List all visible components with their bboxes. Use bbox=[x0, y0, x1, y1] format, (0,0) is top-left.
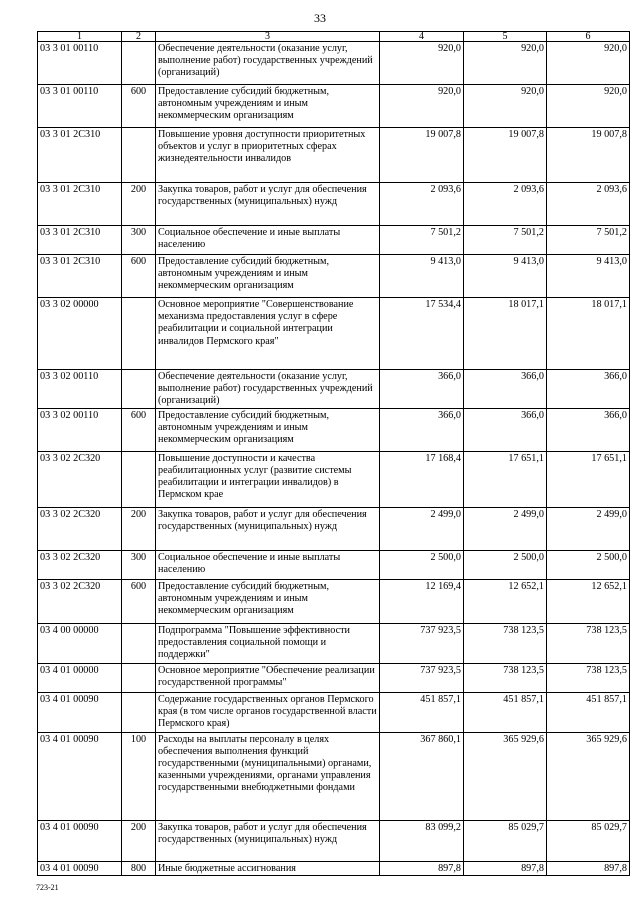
row-value-col4: 17 534,4 bbox=[380, 298, 464, 370]
row-code-cell: 03 3 02 00110 bbox=[38, 370, 122, 409]
row-code-cell: 03 4 01 00000 bbox=[38, 663, 122, 692]
row-value-col6: 738 123,5 bbox=[547, 623, 630, 663]
row-value-col6: 19 007,8 bbox=[547, 128, 630, 183]
row-name-cell: Предоставление субсидий бюджетным, автономным учреждениям и иным некоммерческим организациям bbox=[156, 85, 380, 128]
row-value-col4: 83 099,2 bbox=[380, 820, 464, 861]
row-name-cell: Расходы на выплаты персоналу в целях обеспечения выполнения функций государственными (муниципальными) органами, казенными учреждениями, органами управления государственными внебюджетными фондами bbox=[156, 732, 380, 820]
row-value-col5: 920,0 bbox=[464, 42, 547, 85]
row-value-col5: 19 007,8 bbox=[464, 128, 547, 183]
row-type-cell: 600 bbox=[122, 579, 156, 623]
table-row bbox=[38, 861, 630, 875]
row-value-col5: 9 413,0 bbox=[464, 255, 547, 298]
table-row bbox=[38, 451, 630, 507]
row-value-col4: 897,8 bbox=[380, 861, 464, 875]
row-type-cell bbox=[122, 692, 156, 732]
row-value-col5: 85 029,7 bbox=[464, 820, 547, 861]
row-value-col4: 7 501,2 bbox=[380, 226, 464, 255]
page-number: 33 bbox=[314, 11, 326, 25]
row-code-cell: 03 3 02 2C320 bbox=[38, 550, 122, 579]
row-value-col5: 451 857,1 bbox=[464, 692, 547, 732]
row-name-cell: Подпрограмма "Повышение эффективности предоставления социальной помощи и поддержки" bbox=[156, 623, 380, 663]
row-value-col4: 17 168,4 bbox=[380, 451, 464, 507]
table-row bbox=[38, 298, 630, 370]
table-row bbox=[38, 820, 630, 861]
table-row bbox=[38, 579, 630, 623]
row-code-cell: 03 3 02 2C320 bbox=[38, 507, 122, 550]
row-name-cell: Предоставление субсидий бюджетным, автономным учреждениям и иным некоммерческим организациям bbox=[156, 255, 380, 298]
row-type-cell: 200 bbox=[122, 820, 156, 861]
row-type-cell bbox=[122, 128, 156, 183]
row-name-cell: Обеспечение деятельности (оказание услуг, выполнение работ) государственных учреждений (организаций) bbox=[156, 42, 380, 85]
row-type-cell: 200 bbox=[122, 183, 156, 226]
row-value-col4: 366,0 bbox=[380, 408, 464, 451]
table-row bbox=[38, 85, 630, 128]
row-code-cell: 03 3 01 2C310 bbox=[38, 226, 122, 255]
row-value-col4: 920,0 bbox=[380, 42, 464, 85]
row-value-col6: 17 651,1 bbox=[547, 451, 630, 507]
header-cell: 1 bbox=[38, 32, 122, 42]
row-value-col4: 9 413,0 bbox=[380, 255, 464, 298]
row-type-cell: 200 bbox=[122, 507, 156, 550]
table-row bbox=[38, 550, 630, 579]
row-type-cell: 800 bbox=[122, 861, 156, 875]
row-value-col5: 366,0 bbox=[464, 408, 547, 451]
row-value-col5: 920,0 bbox=[464, 85, 547, 128]
row-code-cell: 03 3 01 00110 bbox=[38, 85, 122, 128]
header-cell: 2 bbox=[122, 32, 156, 42]
row-value-col5: 366,0 bbox=[464, 370, 547, 409]
row-type-cell bbox=[122, 298, 156, 370]
row-name-cell: Социальное обеспечение и иные выплаты населению bbox=[156, 550, 380, 579]
row-type-cell: 300 bbox=[122, 550, 156, 579]
row-value-col6: 2 093,6 bbox=[547, 183, 630, 226]
row-value-col6: 18 017,1 bbox=[547, 298, 630, 370]
header-cell: 5 bbox=[464, 32, 547, 42]
row-value-col6: 920,0 bbox=[547, 42, 630, 85]
table-row bbox=[38, 226, 630, 255]
row-value-col4: 367 860,1 bbox=[380, 732, 464, 820]
row-code-cell: 03 3 02 2C320 bbox=[38, 579, 122, 623]
header-cell: 6 bbox=[547, 32, 630, 42]
row-type-cell: 600 bbox=[122, 255, 156, 298]
row-value-col6: 2 500,0 bbox=[547, 550, 630, 579]
row-name-cell: Повышение уровня доступности приоритетных объектов и услуг в приоритетных сферах жизнедеятельности инвалидов bbox=[156, 128, 380, 183]
row-value-col5: 738 123,5 bbox=[464, 623, 547, 663]
row-value-col5: 738 123,5 bbox=[464, 663, 547, 692]
table-row bbox=[38, 255, 630, 298]
row-value-col6: 2 499,0 bbox=[547, 507, 630, 550]
row-name-cell: Закупка товаров, работ и услуг для обеспечения государственных (муниципальных) нужд bbox=[156, 183, 380, 226]
row-code-cell: 03 4 01 00090 bbox=[38, 820, 122, 861]
row-value-col5: 7 501,2 bbox=[464, 226, 547, 255]
table-row bbox=[38, 370, 630, 409]
row-type-cell: 600 bbox=[122, 85, 156, 128]
table-row bbox=[38, 128, 630, 183]
row-code-cell: 03 3 02 00000 bbox=[38, 298, 122, 370]
row-value-col5: 18 017,1 bbox=[464, 298, 547, 370]
row-value-col4: 2 500,0 bbox=[380, 550, 464, 579]
footer-code: 723-21 bbox=[36, 883, 59, 892]
row-name-cell: Социальное обеспечение и иные выплаты населению bbox=[156, 226, 380, 255]
row-value-col4: 12 169,4 bbox=[380, 579, 464, 623]
row-name-cell: Основное мероприятие "Совершенствование механизма предоставления услуг в сфере реабилитации и социальной интеграции инвалидов Пермского края" bbox=[156, 298, 380, 370]
row-type-cell: 600 bbox=[122, 408, 156, 451]
table-row bbox=[38, 732, 630, 820]
row-name-cell: Предоставление субсидий бюджетным, автономным учреждениям и иным некоммерческим организациям bbox=[156, 408, 380, 451]
row-type-cell: 300 bbox=[122, 226, 156, 255]
row-value-col6: 897,8 bbox=[547, 861, 630, 875]
row-value-col6: 738 123,5 bbox=[547, 663, 630, 692]
row-value-col5: 2 093,6 bbox=[464, 183, 547, 226]
row-value-col4: 2 499,0 bbox=[380, 507, 464, 550]
row-type-cell bbox=[122, 370, 156, 409]
row-value-col4: 451 857,1 bbox=[380, 692, 464, 732]
row-type-cell: 100 bbox=[122, 732, 156, 820]
row-name-cell: Обеспечение деятельности (оказание услуг, выполнение работ) государственных учреждений (организаций) bbox=[156, 370, 380, 409]
row-code-cell: 03 4 01 00090 bbox=[38, 692, 122, 732]
row-code-cell: 03 4 01 00090 bbox=[38, 732, 122, 820]
row-value-col5: 17 651,1 bbox=[464, 451, 547, 507]
row-value-col6: 9 413,0 bbox=[547, 255, 630, 298]
row-type-cell bbox=[122, 663, 156, 692]
row-value-col4: 19 007,8 bbox=[380, 128, 464, 183]
table-row bbox=[38, 183, 630, 226]
table-row bbox=[38, 42, 630, 85]
row-value-col6: 366,0 bbox=[547, 370, 630, 409]
row-type-cell bbox=[122, 451, 156, 507]
row-name-cell: Повышение доступности и качества реабилитационных услуг (развитие системы реабилитации и интеграции инвалидов) в Пермском крае bbox=[156, 451, 380, 507]
row-type-cell bbox=[122, 623, 156, 663]
row-value-col5: 12 652,1 bbox=[464, 579, 547, 623]
row-value-col4: 737 923,5 bbox=[380, 663, 464, 692]
row-name-cell: Основное мероприятие "Обеспечение реализации государственной программы" bbox=[156, 663, 380, 692]
row-name-cell: Закупка товаров, работ и услуг для обеспечения государственных (муниципальных) нужд bbox=[156, 820, 380, 861]
row-value-col6: 366,0 bbox=[547, 408, 630, 451]
row-value-col4: 2 093,6 bbox=[380, 183, 464, 226]
row-code-cell: 03 3 01 2C310 bbox=[38, 255, 122, 298]
header-cell: 4 bbox=[380, 32, 464, 42]
row-value-col6: 365 929,6 bbox=[547, 732, 630, 820]
table-header-row bbox=[38, 32, 630, 42]
table-row bbox=[38, 623, 630, 663]
row-name-cell: Предоставление субсидий бюджетным, автономным учреждениям и иным некоммерческим организациям bbox=[156, 579, 380, 623]
row-value-col6: 12 652,1 bbox=[547, 579, 630, 623]
row-code-cell: 03 3 02 00110 bbox=[38, 408, 122, 451]
row-name-cell: Иные бюджетные ассигнования bbox=[156, 861, 380, 875]
budget-table bbox=[37, 31, 630, 876]
table-row bbox=[38, 408, 630, 451]
row-code-cell: 03 4 01 00090 bbox=[38, 861, 122, 875]
table-row bbox=[38, 663, 630, 692]
row-code-cell: 03 3 01 2C310 bbox=[38, 183, 122, 226]
row-value-col6: 451 857,1 bbox=[547, 692, 630, 732]
table-row bbox=[38, 692, 630, 732]
row-name-cell: Закупка товаров, работ и услуг для обеспечения государственных (муниципальных) нужд bbox=[156, 507, 380, 550]
row-value-col5: 2 500,0 bbox=[464, 550, 547, 579]
row-code-cell: 03 4 00 00000 bbox=[38, 623, 122, 663]
row-value-col5: 2 499,0 bbox=[464, 507, 547, 550]
header-cell: 3 bbox=[156, 32, 380, 42]
row-value-col4: 366,0 bbox=[380, 370, 464, 409]
row-value-col6: 7 501,2 bbox=[547, 226, 630, 255]
row-value-col4: 737 923,5 bbox=[380, 623, 464, 663]
table-row bbox=[38, 507, 630, 550]
row-value-col4: 920,0 bbox=[380, 85, 464, 128]
row-code-cell: 03 3 01 2C310 bbox=[38, 128, 122, 183]
row-value-col6: 85 029,7 bbox=[547, 820, 630, 861]
row-name-cell: Содержание государственных органов Пермского края (в том числе органов государственной власти Пермского края) bbox=[156, 692, 380, 732]
row-value-col5: 897,8 bbox=[464, 861, 547, 875]
row-code-cell: 03 3 01 00110 bbox=[38, 42, 122, 85]
row-code-cell: 03 3 02 2C320 bbox=[38, 451, 122, 507]
row-value-col5: 365 929,6 bbox=[464, 732, 547, 820]
row-type-cell bbox=[122, 42, 156, 85]
row-value-col6: 920,0 bbox=[547, 85, 630, 128]
